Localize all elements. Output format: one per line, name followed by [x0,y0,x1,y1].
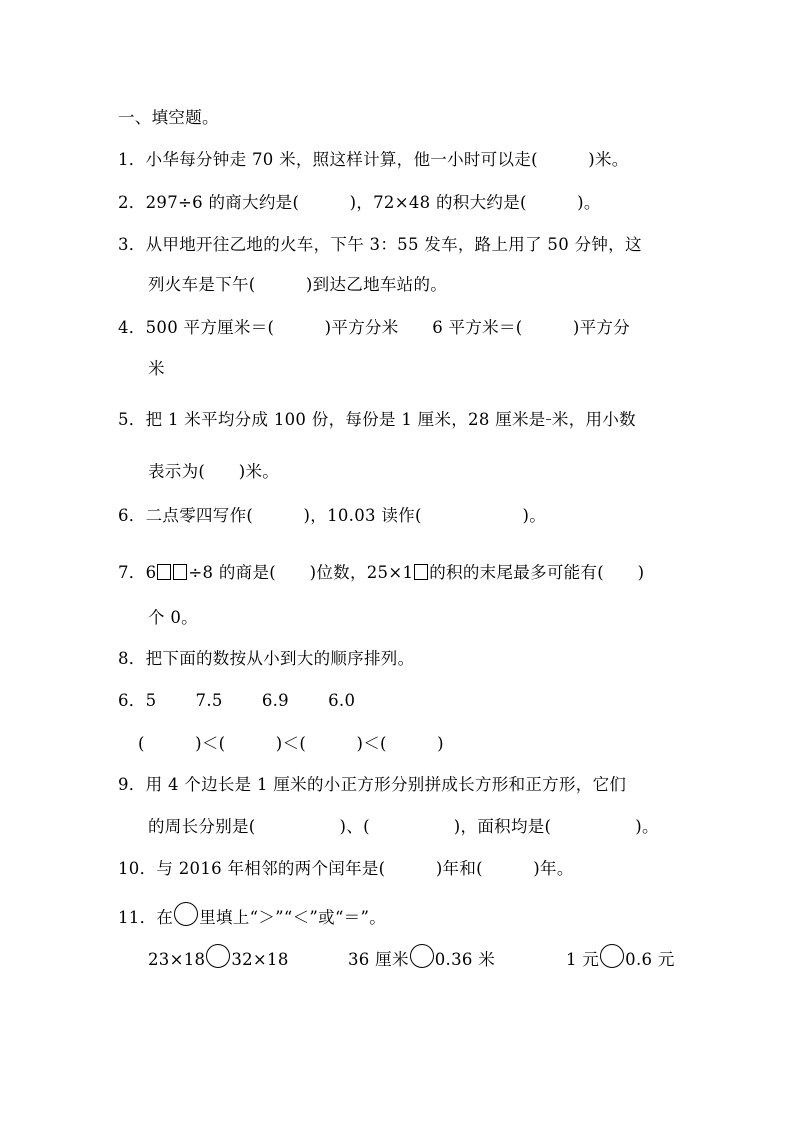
question-1: 1．小华每分钟走 70 米，照这样计算，他一小时可以走( )米。 [118,150,629,169]
blank-circle-icon [600,944,624,968]
question-11 [118,902,386,929]
question-7-part-c: 的积的末尾最多可能有( ) [429,563,645,582]
blank-square-box [414,564,428,580]
comparison-right: 32×18 [231,950,289,969]
comparison-item [148,944,289,971]
question-5-line-1 [118,408,636,431]
comparison-right: 0.6 元 [625,950,675,969]
comparison-item [566,944,675,971]
question-8-numbers: 6．5 7.5 6.9 6.0 [118,691,356,710]
question-11-part-a: 11．在 [118,908,174,927]
comparison-right: 0.36 米 [434,950,496,969]
question-4-line-1: 4．500 平方厘米＝( )平方分米 6 平方米＝( )平方分 [118,318,631,337]
question-3-line-2: 列火车是下午( )到达乙地车站的。 [148,275,448,294]
comparison-left: 1 元 [566,950,600,969]
question-8: 8．把下面的数按从小到大的顺序排列。 [118,649,415,668]
question-5-line-2: 表示为( )米。 [148,462,280,481]
blank-circle-icon [206,944,230,968]
question-7-part-b: ÷8 的商是( )位数，25×1 [188,563,414,582]
blank-square-box [173,564,187,580]
question-4-line-2: 米 [148,359,165,378]
question-5-part-2: 米，用小数 [551,410,636,429]
question-11-part-b: 里填上“＞”“＜”或“＝”。 [199,908,387,927]
comparison-item [348,944,495,971]
question-3-line-1: 3．从甲地开往乙地的火车，下午 3：55 发车，路上用了 50 分钟，这 [118,235,642,254]
question-9-line-1: 9．用 4 个边长是 1 厘米的小正方形分别拼成长方形和正方形，它们 [118,775,627,794]
question-10: 10．与 2016 年相邻的两个闰年是( )年和( )年。 [118,859,574,878]
question-6: 6．二点零四写作( )，10.03 读作( )。 [118,506,547,525]
question-7-line-1 [118,562,644,584]
comparison-left: 23×18 [148,950,206,969]
question-5-part-1: 5．把 1 米平均分成 100 份，每份是 1 厘米，28 厘米是 [118,410,546,429]
question-8-answer-blanks: ( )＜( )＜( )＜( ) [138,734,444,753]
blank-square-box [157,564,171,580]
question-9-line-2: 的周长分别是( )、( )，面积均是( )。 [148,817,659,836]
question-7-part-a: 7．6 [118,563,157,582]
question-5-fraction: – [545,412,552,426]
section-title: 一、填空题。 [118,108,219,127]
blank-circle-icon [174,902,198,926]
question-7-line-2: 个 0。 [148,608,198,627]
comparison-left: 36 厘米 [348,950,409,969]
blank-circle-icon [410,944,434,968]
question-2: 2．297÷6 的商大约是( )，72×48 的积大约是( )。 [118,193,601,212]
